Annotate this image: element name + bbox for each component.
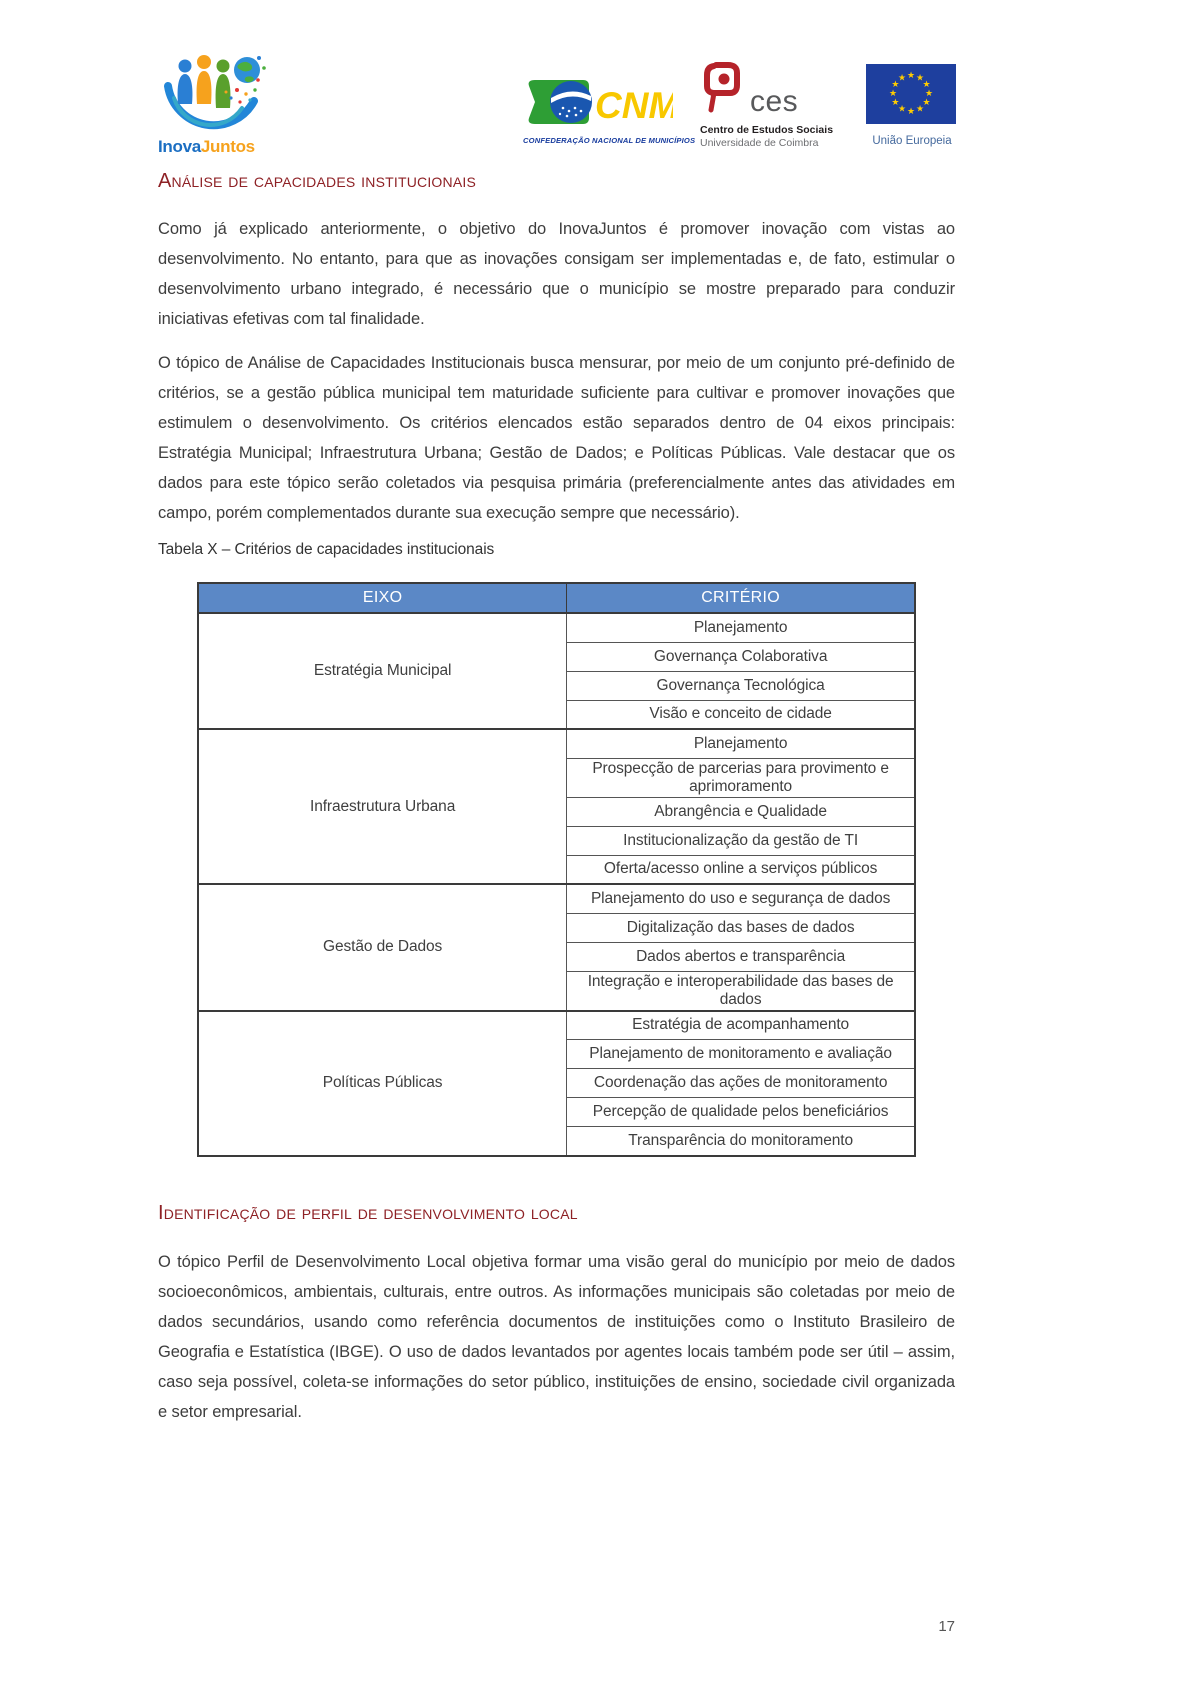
- svg-text:★: ★: [891, 80, 900, 90]
- criterio-cell: Planejamento de monitoramento e avaliação: [567, 1040, 915, 1069]
- svg-text:★: ★: [891, 98, 900, 108]
- section1-title: Análise de capacidades institucionais: [158, 170, 476, 192]
- svg-text:★: ★: [897, 73, 907, 84]
- inovajuntos-word-inova: Inova: [158, 137, 201, 156]
- criterio-cell: Integração e interoperabilidade das bases de dados: [567, 971, 915, 1011]
- ces-caption-line1: Centro de Estudos Sociais: [700, 124, 834, 136]
- criterio-cell: Percepção de qualidade pelos beneficiários: [567, 1098, 915, 1127]
- cnm-caption: CONFEDERAÇÃO NACIONAL DE MUNICÍPIOS: [523, 136, 696, 145]
- eixo-cell: Estratégia Municipal: [198, 613, 567, 729]
- table-row: [198, 613, 915, 642]
- eixo-cell: Gestão de Dados: [198, 884, 567, 1011]
- ces-logo: [700, 60, 860, 149]
- criterio-cell: Oferta/acesso online a serviços públicos: [567, 855, 915, 884]
- eu-logo: [866, 64, 958, 147]
- criterio-cell: Visão e conceito de cidade: [567, 700, 915, 729]
- criterio-cell: Coordenação das ações de monitoramento: [567, 1069, 915, 1098]
- table-header-row: [198, 583, 915, 613]
- page-number: 17: [938, 1618, 955, 1635]
- criteria-table: [197, 582, 916, 1157]
- svg-text:★: ★: [922, 98, 931, 108]
- table-header-criterio: CRITÉRIO: [567, 583, 915, 613]
- svg-text:★: ★: [915, 73, 925, 84]
- svg-text:★: ★: [888, 89, 898, 99]
- cnm-logo: [523, 78, 696, 145]
- cnm-logo-graphic: [523, 78, 673, 130]
- criterio-cell: Governança Colaborativa: [567, 642, 915, 671]
- eixo-cell: Infraestrutura Urbana: [198, 729, 567, 884]
- ces-caption-line2: Universidade de Coimbra: [700, 137, 819, 149]
- section1-paragraph1: Como já explicado anteriormente, o objetivo do InovaJuntos é promover inovação com vistas ao desenvolvimento. No entanto, para que as inovações consigam ser implementadas e, de fato, estimular o desenvolvimento urbano integrado, é necessário que o município se mostre preparado para conduzir iniciativas efetivas com tal finalidade.: [158, 220, 955, 328]
- inovajuntos-logo: [158, 46, 273, 157]
- criterio-cell: Dados abertos e transparência: [567, 942, 915, 971]
- criterio-cell: Transparência do monitoramento: [567, 1127, 915, 1156]
- table-header-eixo: EIXO: [198, 583, 567, 613]
- section2-paragraph1: O tópico Perfil de Desenvolvimento Local objetiva formar uma visão geral do município por meio de dados socioeconômicos, ambientais, culturais, entre outros. As informações municipais são coletadas por meio de dados secundários, usando como referência documentos de instituições como o Instituto Brasileiro de Geografia e Estatística (IBGE). O uso de dados levantados por agentes locais também pode ser útil – assim, caso seja possível, coleta-se informações do setor público, instituições de ensino, sociedade civil organizada e setor empresarial.: [158, 1253, 955, 1421]
- section2-title: Identificação de perfil de desenvolvimento local: [158, 1202, 578, 1224]
- criterio-cell: Planejamento: [567, 729, 915, 758]
- criterio-cell: Institucionalização da gestão de TI: [567, 826, 915, 855]
- eixo-cell: Políticas Públicas: [198, 1011, 567, 1156]
- svg-text:★: ★: [906, 107, 916, 117]
- section1-paragraph2: O tópico de Análise de Capacidades Institucionais busca mensurar, por meio de um conjunto pré-definido de critérios, se a gestão pública municipal tem maturidade suficiente para cultivar e promover inovações que estimulem o desenvolvimento. Os critérios elencados estão separados dentro de 04 eixos principais: Estratégia Municipal; Infraestrutura Urbana; Gestão de Dados; e Políticas Públicas. Vale destacar que os dados para este tópico serão coletados via pesquisa primária (preferencialmente antes das atividades em campo, porém complementados durante sua execução sempre que necessário).: [158, 354, 955, 522]
- criterio-cell: Planejamento do uso e segurança de dados: [567, 884, 915, 913]
- ces-logo-graphic: [700, 60, 744, 114]
- inovajuntos-word-juntos: Juntos: [200, 137, 255, 156]
- svg-text:CNM: CNM: [595, 85, 673, 126]
- criterio-cell: Prospecção de parcerias para provimento e aprimoramento: [567, 758, 915, 797]
- svg-text:★: ★: [915, 104, 925, 115]
- criterio-cell: Estratégia de acompanhamento: [567, 1011, 915, 1040]
- criterio-cell: Governança Tecnológica: [567, 671, 915, 700]
- eu-flag-graphic: [866, 64, 956, 124]
- ces-wordmark: ces: [750, 85, 799, 118]
- svg-text:★: ★: [906, 71, 916, 81]
- table-row: [198, 729, 915, 758]
- inovajuntos-wordmark: [158, 137, 273, 157]
- criterio-cell: Abrangência e Qualidade: [567, 797, 915, 826]
- inovajuntos-logo-graphic: [158, 46, 268, 130]
- eu-caption: União Europeia: [872, 135, 952, 147]
- table-row: [198, 1011, 915, 1040]
- table-row: [198, 884, 915, 913]
- svg-text:★: ★: [924, 89, 934, 99]
- criterio-cell: Planejamento: [567, 613, 915, 642]
- criterio-cell: Digitalização das bases de dados: [567, 913, 915, 942]
- svg-text:★: ★: [922, 80, 931, 90]
- table-caption: Tabela X – Critérios de capacidades institucionais: [158, 541, 495, 558]
- svg-text:★: ★: [897, 104, 907, 115]
